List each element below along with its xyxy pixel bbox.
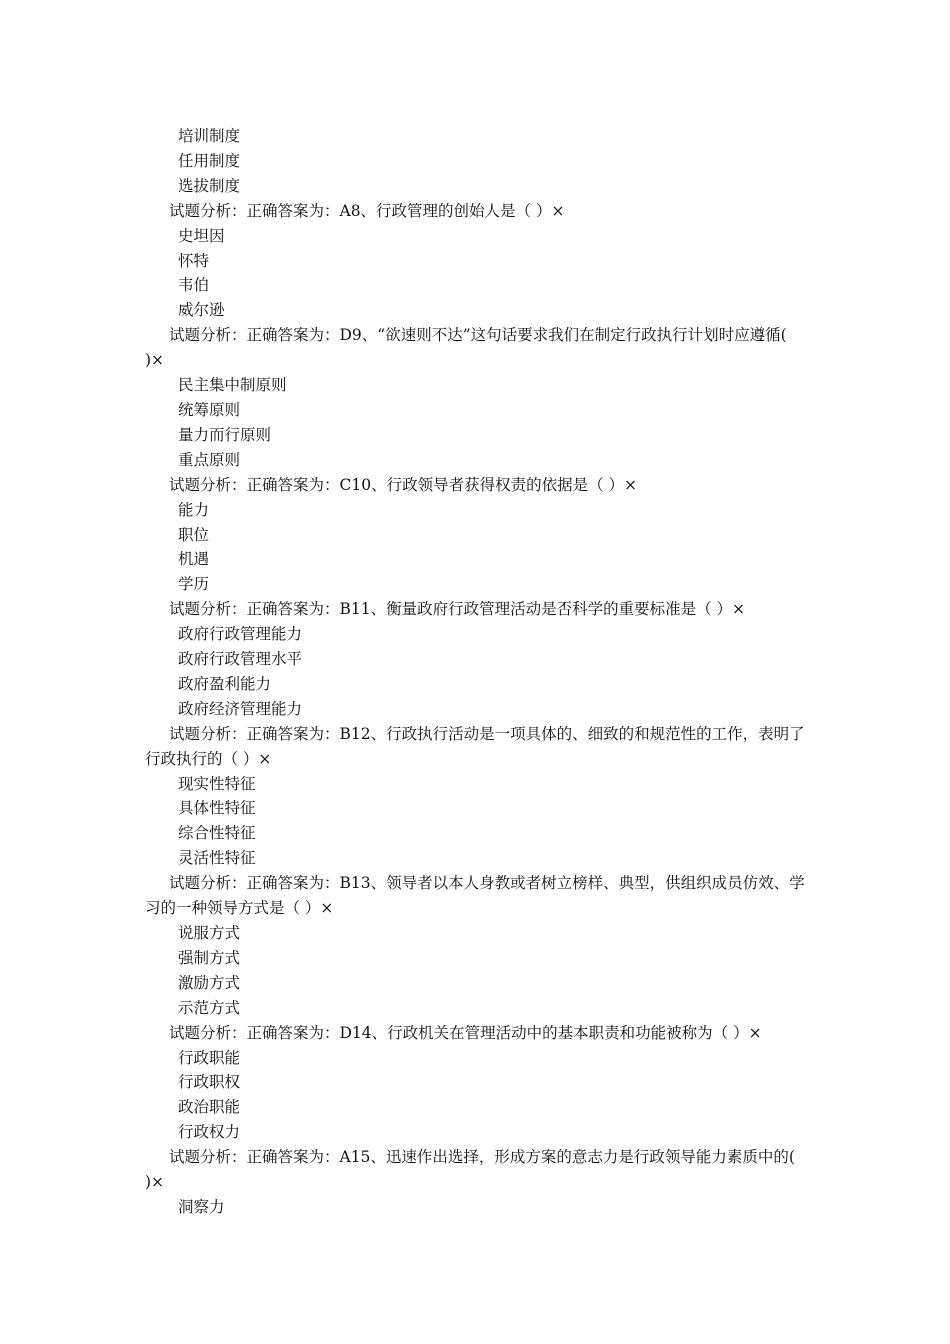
answer-option: 洞察力 <box>178 1197 225 1216</box>
analysis-line: 试题分析：正确答案为：B12、行政执行活动是一项具体的、细致的和规范性的工作，表明了行政执行的（ ）× <box>145 724 805 768</box>
answer-option: 示范方式 <box>178 998 241 1017</box>
answer-option: 威尔逊 <box>178 301 225 320</box>
answer-option: 韦伯 <box>178 276 210 295</box>
answer-option: 量力而行原则 <box>178 425 272 444</box>
answer-option: 民主集中制原则 <box>178 376 287 395</box>
answer-option: 史坦因 <box>178 226 225 245</box>
answer-option: 职位 <box>178 525 210 544</box>
answer-option: 政府行政管理水平 <box>178 650 303 669</box>
analysis-line: 试题分析：正确答案为：D14、行政机关在管理活动中的基本职责和功能被称为（ ）× <box>169 1023 762 1042</box>
answer-option: 政府行政管理能力 <box>178 625 303 644</box>
answer-option: 怀特 <box>178 251 210 270</box>
answer-option: 政治职能 <box>178 1098 241 1117</box>
answer-option: 政府盈利能力 <box>178 674 272 693</box>
analysis-line: 试题分析：正确答案为：A15、迅速作出选择，形成方案的意志力是行政领导能力素质中的( )× <box>145 1148 795 1192</box>
answer-option: 学历 <box>178 575 210 594</box>
answer-option: 综合性特征 <box>178 824 256 843</box>
document-body <box>145 124 810 1220</box>
answer-option: 重点原则 <box>178 450 241 469</box>
answer-option: 行政权力 <box>178 1123 241 1142</box>
analysis-line: 试题分析：正确答案为：D9、“欲速则不达”这句话要求我们在制定行政执行计划时应遵循( )× <box>145 326 787 370</box>
answer-option: 培训制度 <box>178 127 241 145</box>
answer-option: 现实性特征 <box>178 774 256 793</box>
answer-option: 任用制度 <box>178 151 241 170</box>
analysis-line: 试题分析：正确答案为：B11、衡量政府行政管理活动是否科学的重要标准是（ ）× <box>169 600 746 619</box>
answer-option: 行政职能 <box>178 1048 241 1067</box>
answer-option: 说服方式 <box>178 924 241 942</box>
answer-option: 机遇 <box>178 550 210 569</box>
answer-option: 激励方式 <box>178 973 241 992</box>
analysis-line: 试题分析：正确答案为：B13、领导者以本人身教或者树立榜样、典型，供组织成员仿效、学习的一种领导方式是（ ）× <box>145 874 805 918</box>
answer-option: 政府经济管理能力 <box>178 699 303 718</box>
answer-option: 强制方式 <box>178 948 241 967</box>
answer-option: 行政职权 <box>178 1073 241 1092</box>
answer-option: 选拔制度 <box>178 176 241 195</box>
analysis-line: 试题分析：正确答案为：A8、行政管理的创始人是（ ）× <box>169 201 565 220</box>
analysis-line: 试题分析：正确答案为：C10、行政领导者获得权责的依据是（ ）× <box>169 475 637 494</box>
answer-option: 灵活性特征 <box>178 849 256 868</box>
answer-option: 统筹原则 <box>178 400 241 419</box>
answer-option: 具体性特征 <box>178 799 256 818</box>
answer-option: 能力 <box>178 500 210 519</box>
